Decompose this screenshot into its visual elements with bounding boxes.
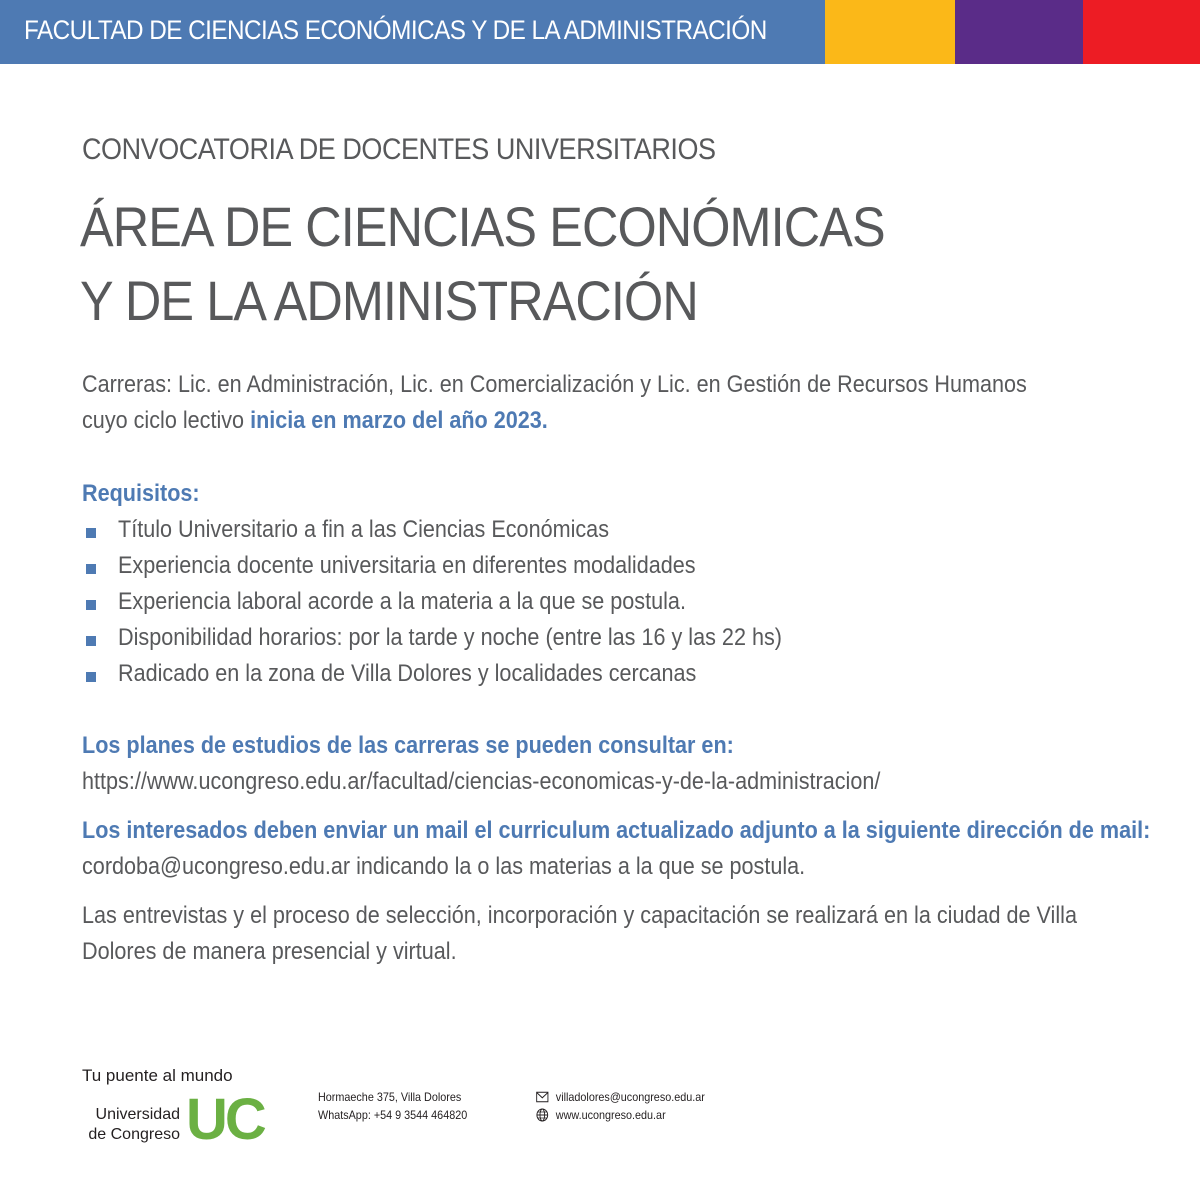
bullet-square-icon: [86, 600, 96, 610]
call-subtitle: CONVOCATORIA DE DOCENTES UNIVERSITARIOS: [82, 133, 716, 166]
uc-logo-mark: UC: [186, 1087, 264, 1152]
apply-heading: Los interesados deben enviar un mail el curriculum actualizado adjunto a la siguiente dirección de mail:: [82, 817, 1151, 844]
color-swatch-yellow: [825, 0, 955, 64]
color-swatch-red: [1083, 0, 1200, 64]
whatsapp-text[interactable]: WhatsApp: +54 9 3544 464820: [318, 1108, 468, 1122]
requirements-heading: Requisitos:: [82, 480, 200, 507]
faculty-banner: [0, 0, 825, 64]
email-text[interactable]: villadolores@ucongreso.edu.ar: [555, 1090, 705, 1104]
area-title-line2: Y DE LA ADMINISTRACIÓN: [80, 269, 698, 332]
university-logo: [82, 1087, 264, 1152]
logo-wordmark: [82, 1105, 180, 1145]
requirement-text: Experiencia docente universitaria en diferentes modalidades: [118, 552, 696, 579]
bullet-square-icon: [86, 672, 96, 682]
requirement-item: [82, 584, 686, 620]
address-block: [318, 1088, 467, 1124]
plans-heading: Los planes de estudios de las carreras se pueden consultar en:: [82, 732, 734, 759]
requirement-item: [82, 512, 610, 548]
requirement-text: Experiencia laboral acorde a la materia a la que se postula.: [118, 588, 686, 615]
interviews-line2: Dolores de manera presencial y virtual.: [82, 938, 457, 965]
header-bar: [0, 0, 1200, 64]
color-swatch-purple: [955, 0, 1083, 64]
tagline: Tu puente al mundo: [82, 1066, 233, 1085]
logo-line2: de Congreso: [88, 1126, 180, 1143]
plans-section: [82, 728, 880, 800]
requirement-item: [82, 656, 697, 692]
requirements-section: [82, 476, 782, 692]
requirement-item: [82, 620, 782, 656]
careers-line2-prefix: cuyo ciclo lectivo: [82, 407, 251, 434]
envelope-icon: [536, 1091, 549, 1103]
area-title: [80, 190, 885, 338]
bullet-square-icon: [86, 564, 96, 574]
careers-paragraph: [82, 367, 1027, 439]
bullet-square-icon: [86, 636, 96, 646]
interviews-line1: Las entrevistas y el proceso de selección, incorporación y capacitación se realizará en la ciudad de Villa: [82, 902, 1077, 929]
requirement-text: Disponibilidad horarios: por la tarde y noche (entre las 16 y las 22 hs): [118, 624, 782, 651]
address-text: Hormaeche 375, Villa Dolores: [318, 1090, 462, 1104]
faculty-title: FACULTAD DE CIENCIAS ECONÓMICAS Y DE LA ADMINISTRACIÓN: [24, 15, 767, 45]
bullet-square-icon: [86, 528, 96, 538]
requirement-text: Radicado en la zona de Villa Dolores y localidades cercanas: [118, 660, 697, 687]
careers-line1: Carreras: Lic. en Administración, Lic. en Comercialización y Lic. en Gestión de Recursos Humanos: [82, 371, 1027, 398]
apply-email-text[interactable]: cordoba@ucongreso.edu.ar indicando la o las materias a la que se postula.: [82, 853, 806, 880]
web-text[interactable]: www.ucongreso.edu.ar: [555, 1108, 666, 1122]
plans-url-link[interactable]: https://www.ucongreso.edu.ar/facultad/ciencias-economicas-y-de-la-administracion/: [82, 768, 881, 795]
requirement-text: Título Universitario a fin a las Ciencias Económicas: [118, 516, 610, 543]
apply-section: [82, 813, 1150, 885]
start-date-highlight: inicia en marzo del año 2023.: [250, 407, 548, 434]
requirement-item: [82, 548, 696, 584]
globe-icon: [536, 1108, 549, 1122]
careers-line2: [82, 403, 1027, 439]
interviews-paragraph: [82, 898, 1077, 970]
area-title-line1: ÁREA DE CIENCIAS ECONÓMICAS: [80, 195, 885, 258]
logo-line1: Universidad: [95, 1106, 180, 1123]
